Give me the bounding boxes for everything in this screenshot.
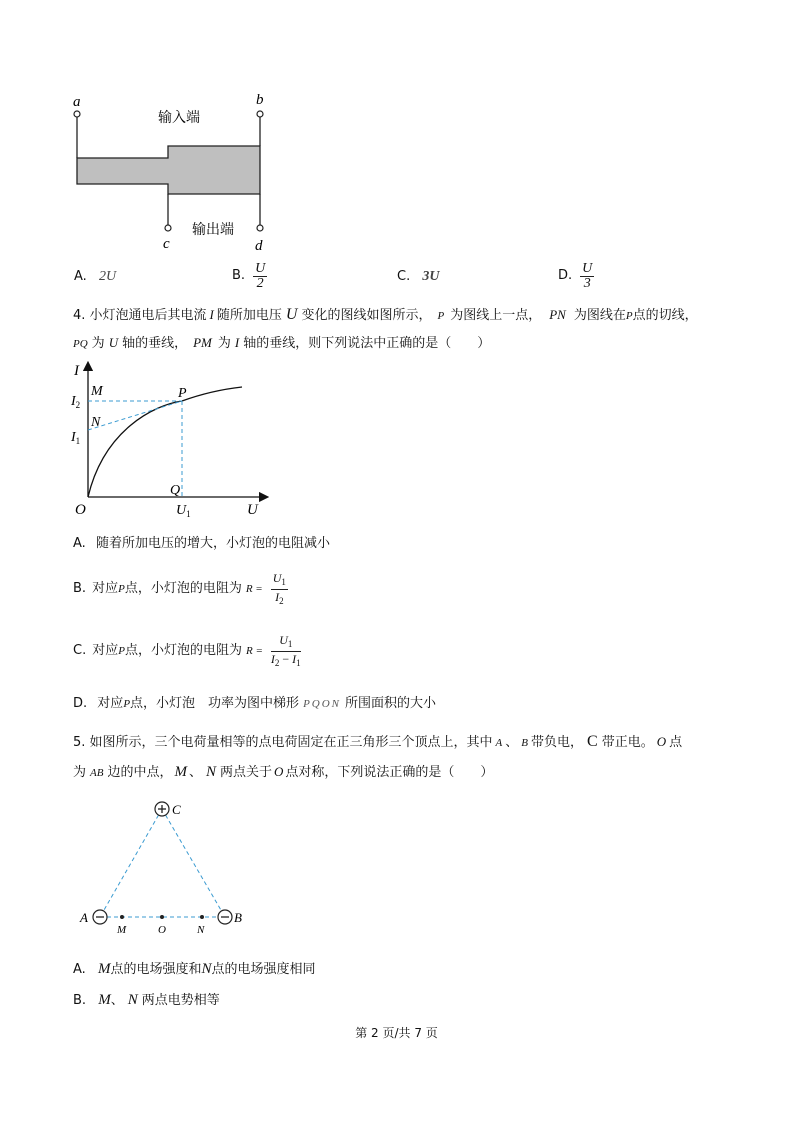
point-q-label: Q xyxy=(170,483,181,498)
q5-stem-line1: 5. 如图所示，三个电荷量相等的点电荷固定在正三角形三个顶点上，其中 A 、 B 带负电， C 带正电。 O 点 xyxy=(73,733,683,750)
resistance-fraction-c: $\frac{U_1}{I_2 - I_1}$ xyxy=(270,632,301,668)
point-o xyxy=(160,915,164,919)
point-m xyxy=(120,915,124,919)
label-n: N xyxy=(197,924,205,936)
point-m-label: M xyxy=(91,384,103,399)
pn-tangent xyxy=(88,401,182,430)
label-b: B xyxy=(234,910,242,925)
q4-option-b[interactable]: B. 对应 P 点，小灯泡的电阻为 R = $\frac{U_1}{I_2}$ xyxy=(73,570,286,606)
fraction-u-over-3: $\frac{U}{3}$ xyxy=(582,260,593,291)
u1-tick-label: $U_1$ xyxy=(176,503,191,519)
label-a: A xyxy=(80,910,88,925)
output-label: 输出端 xyxy=(192,222,234,238)
i2-tick-label: $I_2$ xyxy=(71,394,81,410)
terminal-a-label: a xyxy=(73,94,81,110)
resistance-fraction-b: $\frac{U_1}{I_2}$ xyxy=(272,570,286,606)
side-ca xyxy=(100,809,162,917)
terminal-b xyxy=(257,111,263,117)
page-footer: 第 2 页/共 7 页 xyxy=(355,1026,438,1040)
terminal-c-label: c xyxy=(163,236,170,252)
q4-option-d[interactable]: D. 对应P点，小灯泡 功率为图中梯形 PQON 所围面积的大小 xyxy=(73,696,437,711)
negative-charge-a xyxy=(93,910,107,924)
point-n-label: N xyxy=(91,415,101,430)
side-cb xyxy=(162,809,225,917)
iu-graph xyxy=(64,360,274,520)
terminal-d-label: d xyxy=(255,238,263,254)
q3-option-b[interactable]: B. $\frac{U}{2}$ xyxy=(232,260,266,291)
conductor-block xyxy=(77,146,260,194)
q4-option-a[interactable]: A. 随着所加电压的增大，小灯泡的电阻减小 xyxy=(73,536,330,551)
q4-stem-line1: 4. 小灯泡通电后其电流 I 随所加电压 U 变化的图线如图所示， P 为图线上一点， PN 为图线在P点的切线， xyxy=(73,306,698,323)
label-c: C xyxy=(172,802,181,817)
i1-tick-label: $I_1$ xyxy=(71,430,81,446)
u-axis-label: U xyxy=(247,502,258,518)
q5-option-b[interactable]: B. M、 N 两点电势相等 xyxy=(73,992,220,1008)
positive-charge-c xyxy=(155,802,169,816)
point-p-label: P xyxy=(178,386,187,401)
q5-stem-line2: 为 AB 边的中点， M 、 N 两点关于 O 点对称，下列说法正确的是（ ） xyxy=(73,764,494,780)
q3-option-c[interactable]: C. 3U xyxy=(397,269,440,284)
label-o: O xyxy=(158,924,166,936)
charge-triangle-diagram xyxy=(74,795,264,940)
terminal-diagram xyxy=(60,88,290,258)
origin-label: O xyxy=(75,502,86,518)
negative-charge-b xyxy=(218,910,232,924)
terminal-a xyxy=(74,111,80,117)
terminal-c xyxy=(165,225,171,231)
iu-curve xyxy=(88,387,242,497)
point-n xyxy=(200,915,204,919)
q3-option-a[interactable]: A. 2U xyxy=(74,269,117,284)
input-label: 输入端 xyxy=(158,110,200,126)
label-m: M xyxy=(117,924,127,936)
terminal-b-label: b xyxy=(256,92,264,108)
i-axis-label: I xyxy=(74,363,79,379)
fraction-u-over-2: $\frac{U}{2}$ xyxy=(255,260,266,291)
q4-stem-line2: PQ 为 U 轴的垂线， PM 为 I 轴的垂线，则下列说法中正确的是（ ） xyxy=(73,335,491,351)
q3-option-d[interactable]: D. $\frac{U}{3}$ xyxy=(558,260,593,291)
q4-option-c[interactable]: C. 对应 P 点，小灯泡的电阻为 R = $\frac{U_1}{I_2 - I_1}$ xyxy=(73,632,301,668)
q5-option-a[interactable]: A. M点的电场强度和N点的电场强度相同 xyxy=(73,961,316,977)
terminal-d xyxy=(257,225,263,231)
